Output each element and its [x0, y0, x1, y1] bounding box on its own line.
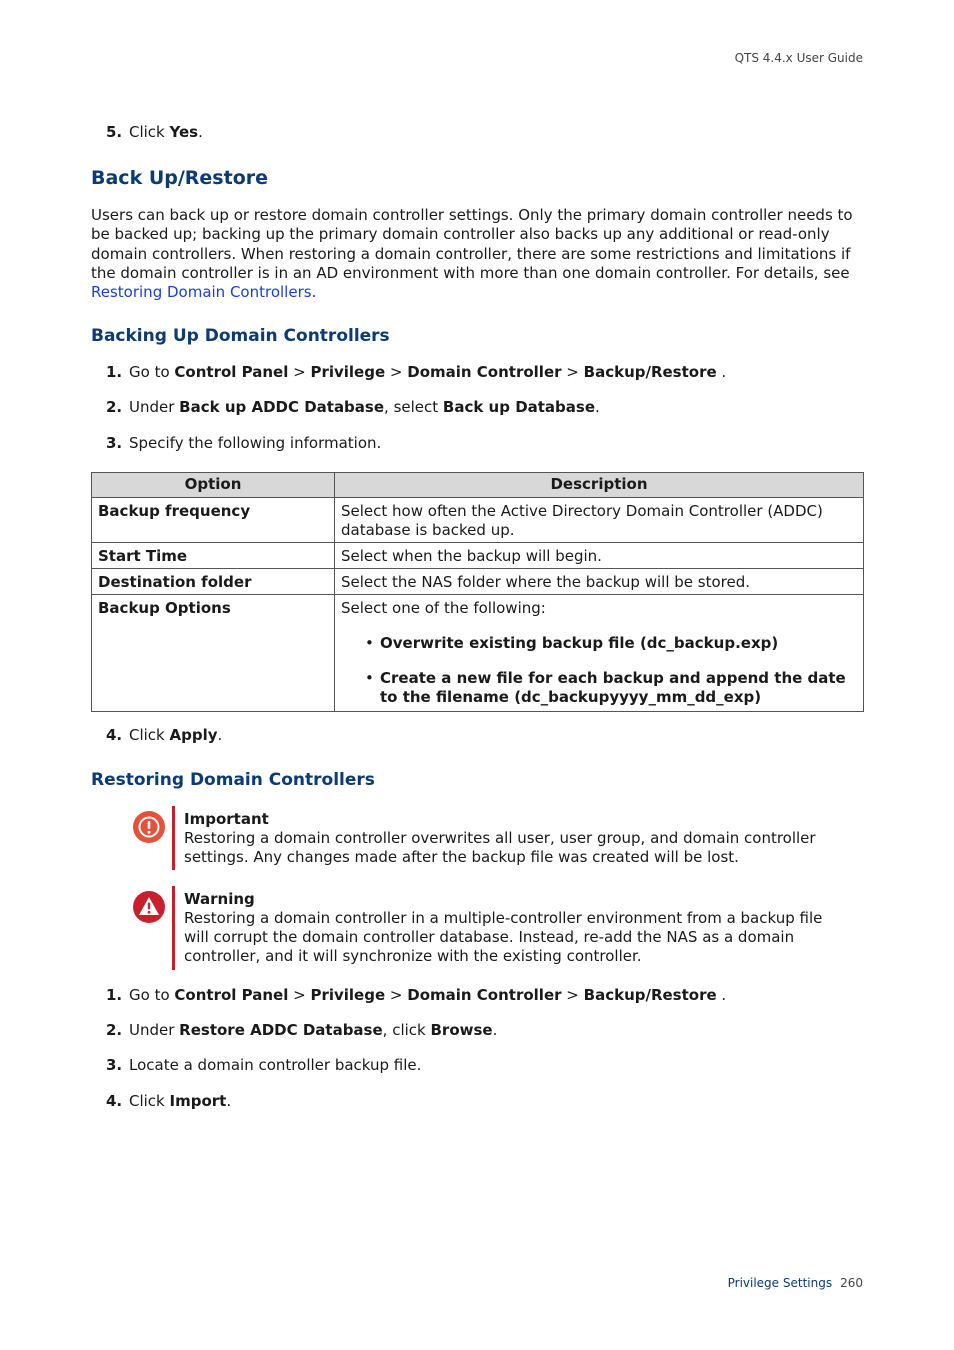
section-title: Back Up/Restore: [91, 167, 269, 189]
page-footer: [728, 1276, 863, 1290]
restore-step-4: 4. Click Import.: [106, 1092, 232, 1110]
important-bar: [172, 806, 175, 870]
page-number: 260: [840, 1276, 863, 1290]
column-header-option: Option: [92, 473, 335, 498]
option-cell: Destination folder: [92, 569, 335, 595]
important-note: [132, 806, 832, 870]
list-item: • Create a new file for each backup and append the date to the filename (dc_backupyyyy_mm_dd_exp): [365, 669, 846, 706]
table-header-row: [92, 473, 864, 498]
restore-step-2: 2. Under Restore ADDC Database, click Browse.: [106, 1021, 498, 1039]
important-icon: [132, 810, 166, 844]
section-intro: Users can back up or restore domain controller settings. Only the primary domain controller needs to be backed up; backing up the primary domain controller also backs up any additional or read-only domain controllers. When restoring a domain controller, there are some restrictions and limitations if the domain controller is in an AD environment with more than one domain controller. For details, see Restoring Domain Controllers.: [91, 206, 853, 302]
description-cell: Select the NAS folder where the backup will be stored.: [335, 569, 864, 595]
restoring-domain-controllers-link[interactable]: Restoring Domain Controllers: [91, 283, 312, 302]
backup-step-1: 1. Go to Control Panel > Privilege > Domain Controller > Backup/Restore .: [106, 363, 727, 381]
table-row: [92, 569, 864, 595]
table-row: [92, 543, 864, 569]
restore-title: Restoring Domain Controllers: [91, 770, 375, 790]
step-click-yes: 5. Click Yes.: [106, 123, 203, 141]
warning-icon: [132, 890, 166, 924]
list-item: • Overwrite existing backup file (dc_backup.exp): [365, 634, 779, 652]
restore-step-3: 3. Locate a domain controller backup file.: [106, 1056, 422, 1074]
warning-bar: [172, 886, 175, 970]
footer-section: Privilege Settings: [727, 1276, 833, 1290]
warning-note: [132, 886, 832, 970]
bullet-icon: •: [365, 634, 374, 652]
backup-step-3: 3. Specify the following information.: [106, 434, 382, 452]
description-cell: Select when the backup will begin.: [335, 543, 864, 569]
warning-title: Warning: [184, 890, 255, 908]
description-cell: Select one of the following: • Overwrite existing backup file (dc_backup.exp) • Create a new file for each backup and append the date to the filename (dc_backupyyyy_mm_dd_exp): [335, 595, 864, 712]
option-cell: Backup frequency: [92, 498, 335, 543]
option-cell: Start Time: [92, 543, 335, 569]
important-title: Important: [184, 810, 269, 828]
warning-text: Restoring a domain controller in a multiple-controller environment from a backup file will corrupt the domain controller database. Instead, re-add the NAS as a domain controller, and it will synchronize with the existing controller.: [184, 909, 823, 965]
important-text: Restoring a domain controller overwrites all user, user group, and domain controller settings. Any changes made after the backup file was created will be lost.: [184, 829, 816, 866]
table-row: [92, 498, 864, 543]
backup-options-table: [91, 472, 864, 712]
description-cell: Select how often the Active Directory Domain Controller (ADDC) database is backed up.: [335, 498, 864, 543]
backup-step-2: 2. Under Back up ADDC Database, select Back up Database.: [106, 398, 600, 416]
guide-title: QTS 4.4.x User Guide: [734, 51, 863, 65]
backup-title: Backing Up Domain Controllers: [91, 326, 390, 346]
bullet-icon: •: [365, 669, 374, 687]
column-header-description: Description: [335, 473, 864, 498]
restore-step-1: 1. Go to Control Panel > Privilege > Domain Controller > Backup/Restore .: [106, 986, 727, 1004]
option-cell: Backup Options: [92, 595, 335, 712]
table-row: [92, 595, 864, 712]
backup-step-4: 4. Click Apply.: [106, 726, 223, 744]
